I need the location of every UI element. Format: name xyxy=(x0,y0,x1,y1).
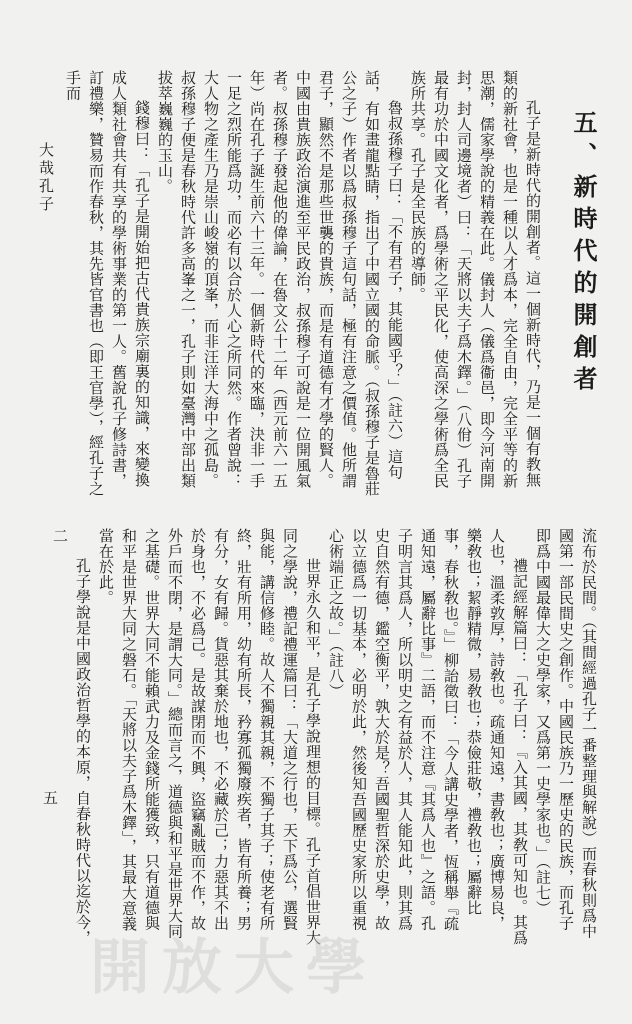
paragraph: 禮記經解篇曰：「孔子曰：『入其國，其敎可知也。其爲人也，溫柔敦厚，詩敎也。疏通知遠，書敎也；廣博易良，樂敎也；絜靜精微，易敎也；恭儉莊敬，禮敎也；屬辭比事，春秋敎也。』」柳詒徵曰：「今人講史學者，恆稱舉『疏通知遠，屬辭比事』二語，而不注意『其爲人也』之語。孔子明言其爲人，所以明史之有益於人，其人能知此，則其爲史自然有德，鑑空衡平，孰大於是？吾國聖哲深於史學，故以立德爲一切基本，必明於此，然後知吾國歷史家所以重視心術端正之故。」（註八） xyxy=(327,528,529,946)
paragraph: 孔子是新時代的開創者。這一個新時代，乃是一個有教無類的新社會，也是一種以人才爲本，完全自由，完全平等的新思潮，儒家學說的精義在此。儀封人（儀爲衞邑，即今河南開封，封人司邊境者）曰：「天將以夫子爲木鐸。」（八佾）孔子最有功於中國文化者，爲學術之平民化，使高深之學術爲全民族所共享。孔子是全民族的導師。 xyxy=(409,70,542,489)
paragraph: 錢穆曰：「孔子是開始把古代貴族宗廟裏的知識，來變換成人類社會共有共享的學術事業的第一人。舊說孔子修詩書，訂禮樂，贊易而作春秋，其先皆官書也（即王官學），經孔子之手而 xyxy=(64,70,151,497)
paragraph: 孔子學說是中國政治哲學的本原，自春秋時代以迄於今，二 xyxy=(51,528,92,946)
lower-text-block xyxy=(51,528,600,946)
watermark: 開放大學 xyxy=(90,933,378,1003)
paragraph: 世界永久和平，是孔子學說理想的目標。孔子首倡世界大同之學說，禮記禮運篇曰：「大道之行也，天下爲公，選賢與能，講信修睦。故人不獨親其親，不獨子其子；使老有所終，壯有所用，幼有所長，矜寡孤獨廢疾者，皆有所養；男有分，女有歸。貨惡其棄於地也，不必藏於己；力惡其不出於身也，不必爲己。是故謀閉而不興，盜竊亂賊而不作，故外戶而不閉，是謂大同。」總而言之，道德與和平是世界大同之基礎。世界大同不能賴武力及金錢所能獲致，只有道德與和平是世界大同之磐石。「天將以夫子爲木鐸」，其最大意義當在於此。 xyxy=(97,528,322,946)
paragraph: 流布於民間。（其間經過孔子一番整理與解說）而春秋則爲中國第一部民間史之創作。中國民族乃一歷史的民族，而孔子即爲中國最偉大之史學家，又爲第一史學家也。」（註七） xyxy=(534,528,598,939)
paragraph: 魯叔孫穆子曰：「不有君子，其能國乎？」（註六）這句話，有如畫龍點睛，指出了中國立國的命脈。（叔孫穆子是魯莊公之子）作者以爲叔孫穆子這句話，極有注意之價值。他所謂君子，顯然不是那些世襲的貴族，而是有道德有才學的賢人。中國由貴族政治演進至平民政治，叔孫穆子可說是一位開風氣者。叔孫穆子發起他的偉論，在魯文公十二年（西元前六一五年）尚在孔子誕生前六十三年。一個新時代的來臨，決非一手一足之烈所能爲功，而必有以合於人心之所同然。作者曾說：大人物之產生乃是崇山峻嶺的頂峯，而非汪洋大海中之孤島。叔孫穆子便是春秋時代許多高峯之一，孔子則如臺灣中部出類拔萃巍巍的玉山。 xyxy=(156,70,404,497)
running-head: 大哉孔子 xyxy=(37,142,55,214)
section-heading: 五、新時代的開創者 xyxy=(569,110,598,398)
page-number: 五 xyxy=(41,790,59,808)
upper-text-block xyxy=(64,70,544,500)
